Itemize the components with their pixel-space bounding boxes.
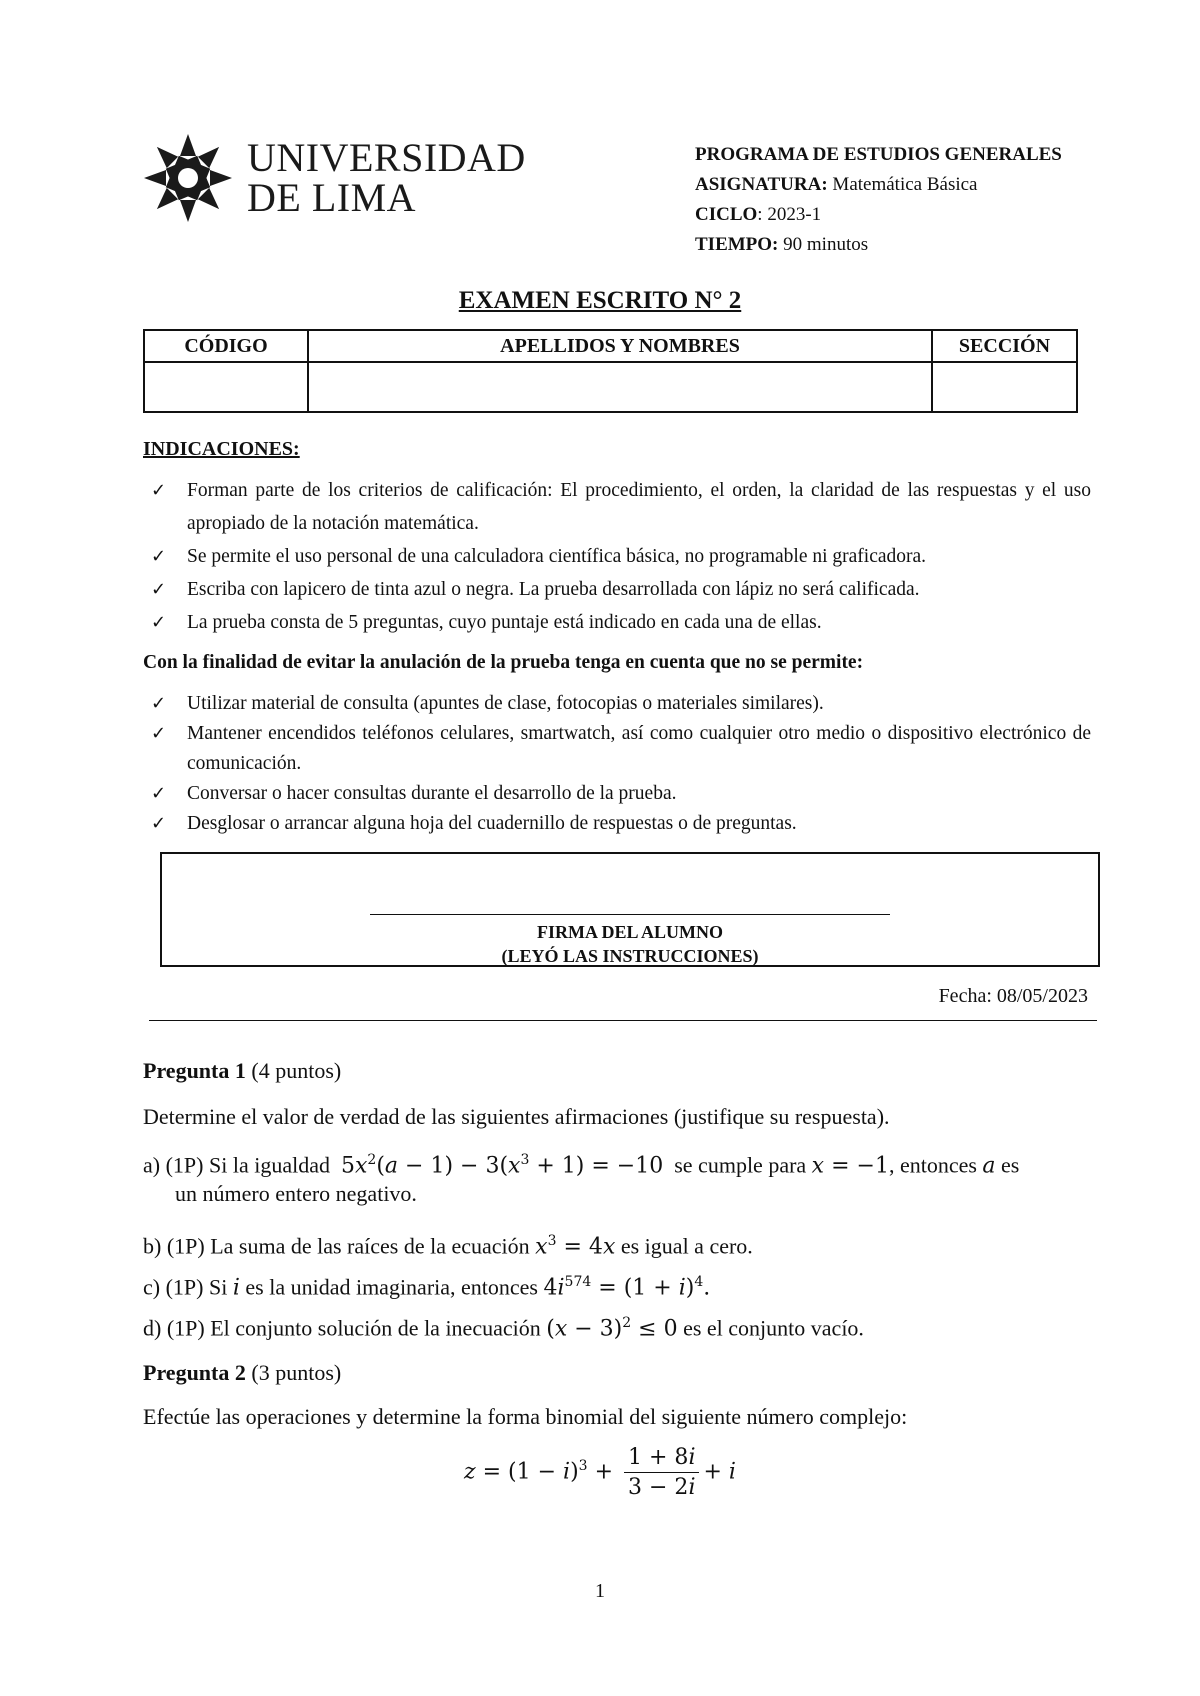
tiempo-value: 90 minutos — [783, 234, 869, 255]
checkmark-icon: ✓ — [151, 813, 167, 834]
checkmark-icon: ✓ — [151, 612, 167, 633]
seccion-cell[interactable] — [932, 362, 1077, 412]
signature-label-line1: FIRMA DEL ALUMNO — [536, 922, 723, 942]
signature-label — [160, 920, 1100, 968]
ciclo-label: CICLO — [695, 204, 758, 225]
list-item: ✓ La prueba consta de 5 preguntas, cuyo puntaje está indicado en cada una de ellas. — [143, 606, 1091, 639]
codigo-cell[interactable] — [144, 362, 308, 412]
list-item: ✓ Desglosar o arrancar alguna hoja del cuadernillo de respuestas o de preguntas. — [143, 809, 1091, 839]
question-1c: c) (1P) Si i es la unidad imaginaria, entonces $4i^{574} = (1 + i)^4$. — [143, 1274, 711, 1301]
logo-text — [247, 135, 526, 220]
list-item: ✓ Utilizar material de consulta (apuntes de clase, fotocopias o materiales similares). — [143, 689, 1091, 719]
exam-title: EXAMEN ESCRITO N° 2 — [458, 287, 742, 314]
question-1-intro: Determine el valor de verdad de las siguientes afirmaciones (justifique su respuesta). — [143, 1104, 890, 1129]
list-item: ✓ Mantener encendidos teléfonos celulares, smartwatch, así como cualquier otro medio o dispositivo electrónico de comunicación. — [143, 719, 1091, 779]
exam-date: Fecha: 08/05/2023 — [938, 985, 1088, 1007]
question-1a: a) (1P) Si la igualdad $5x^2(a - 1) - 3(x^3 + 1) = -10$ se cumple para x = −1, entonces a es — [143, 1152, 1020, 1179]
signature-line — [370, 914, 890, 915]
checkmark-icon: ✓ — [151, 693, 167, 714]
question-2-title: Pregunta 2 (3 puntos) — [143, 1360, 342, 1385]
question-1b: b) (1P) La suma de las raíces de la ecuación $x^3 = 4x$ es igual a cero. — [143, 1233, 753, 1260]
ciclo-value: : 2023-1 — [757, 204, 822, 225]
prohibiciones-list — [143, 689, 1091, 839]
page-number: 1 — [595, 1580, 605, 1602]
list-item: ✓ Forman parte de los criterios de calificación: El procedimiento, el orden, la claridad de las respuestas y el uso apropiado de la notación matemática. — [143, 474, 1091, 540]
apellidos-cell[interactable] — [308, 362, 932, 412]
divider — [149, 1020, 1097, 1021]
student-id-table — [143, 329, 1078, 413]
indicaciones-title: INDICACIONES: — [143, 438, 300, 460]
indicaciones-list — [143, 474, 1091, 639]
question-1d: d) (1P) El conjunto solución de la inecuación $(x - 3)^2 \le 0$ es el conjunto vacío. — [143, 1315, 864, 1342]
tiempo-label: TIEMPO: — [695, 234, 779, 255]
question-2-intro: Efectúe las operaciones y determine la forma binomial del siguiente número complejo: — [143, 1404, 908, 1429]
apellidos-header: APELLIDOS Y NOMBRES — [308, 330, 932, 362]
checkmark-icon: ✓ — [151, 783, 167, 804]
checkmark-icon: ✓ — [151, 480, 167, 501]
logo-line2: DE LIMA — [247, 175, 417, 220]
fraction: $\frac{1 + 8i}{3 - 2i}$ — [624, 1445, 699, 1500]
list-item: ✓ Conversar o hacer consultas durante el desarrollo de la prueba. — [143, 779, 1091, 809]
signature-label-line2: (LEYÓ LAS INSTRUCCIONES) — [501, 946, 759, 966]
logo-line1: UNIVERSIDAD — [247, 135, 526, 180]
codigo-header: CÓDIGO — [144, 330, 308, 362]
prohibiciones-title: Con la finalidad de evitar la anulación de la prueba tenga en cuenta que no se permite: — [143, 652, 864, 673]
question-1a-line2: un número entero negativo. — [175, 1181, 417, 1206]
seccion-header: SECCIÓN — [932, 330, 1077, 362]
question-2-formula: $z = (1 - i)^3$ + $\frac{1 + 8i}{3 - 2i}$ + i — [464, 1445, 736, 1500]
asignatura-label: ASIGNATURA: — [695, 174, 828, 195]
university-logo — [143, 133, 526, 223]
star-logo-icon — [143, 133, 233, 223]
question-1-title: Pregunta 1 (4 puntos) — [143, 1058, 342, 1083]
list-item: ✓ Escriba con lapicero de tinta azul o negra. La prueba desarrollada con lápiz no será calificada. — [143, 573, 1091, 606]
checkmark-icon: ✓ — [151, 579, 167, 600]
checkmark-icon: ✓ — [151, 723, 167, 744]
program-info — [695, 140, 1062, 260]
asignatura-value: Matemática Básica — [832, 174, 978, 195]
program-name: PROGRAMA DE ESTUDIOS GENERALES — [695, 144, 1062, 165]
checkmark-icon: ✓ — [151, 546, 167, 567]
list-item: ✓ Se permite el uso personal de una calculadora científica básica, no programable ni graficadora. — [143, 540, 1091, 573]
